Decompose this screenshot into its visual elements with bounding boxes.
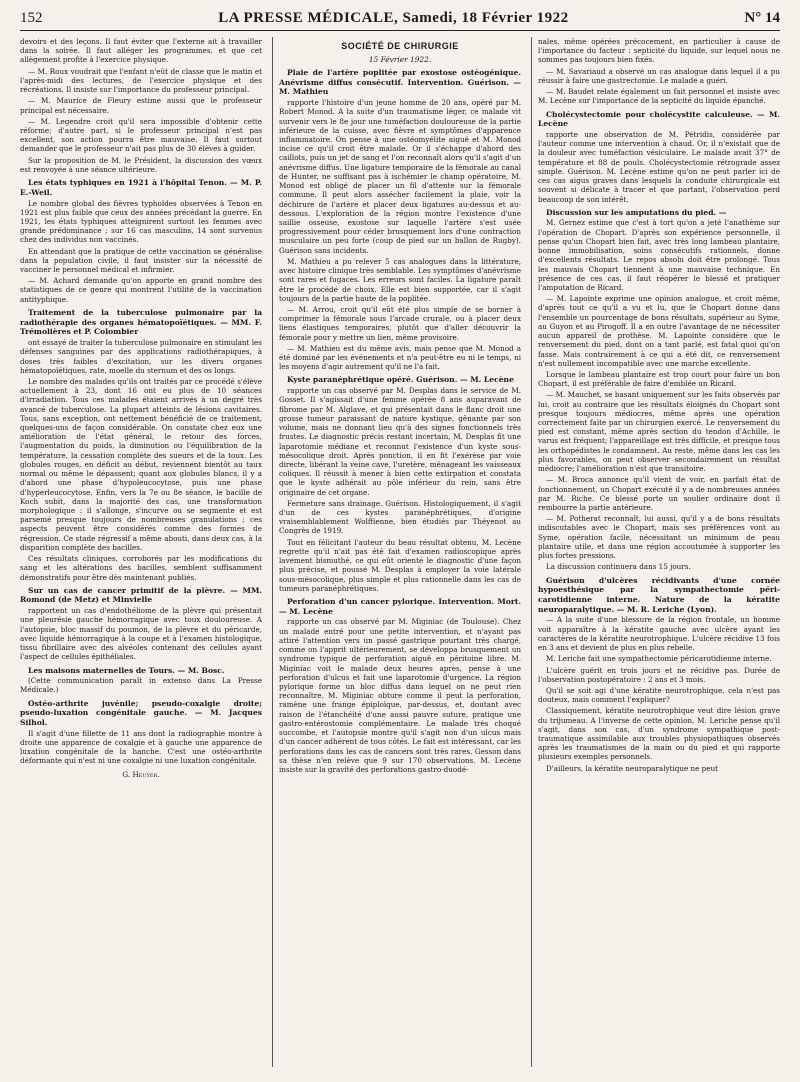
- paragraph: rapportent un cas d'endothéliome de la plèvre qui présentait une pleurésie gauche hémorragique avec toux douloureuse. A l'autopsie, bloc massif du poumon, de la plèvre et du péricarde, avec liquide hémorragique à la coupe et à l'examen histologique, tissu fibrillaire avec des alvéoles contenant des cellules ayant l'aspect de cellules épithéliales.: [20, 606, 262, 662]
- article-heading: Ostéo-arthrite juvénile; pseudo-coxalgie droite; pseudo-luxation congénitale gauche. — M. Jacques Silhol.: [20, 698, 262, 728]
- text-columns: [20, 37, 780, 1067]
- paragraph: — M. Baudet relate également un fait personnel et insiste avec M. Lecène sur l'importance de la septicité du liquide épanché.: [538, 87, 780, 106]
- paragraph: — M. Broca annonce qu'il vient de voir, en parfait état de fonctionnement, un Chopart exécuté il y a de nombreuses années par M. Riche. Ce blessé porte un soulier ordinaire dont il rembourre la partie antérieure.: [538, 475, 780, 512]
- paragraph: Classiquement, kératite neurotrophique veut dire lésion grave du trijumeau. A l'inverse de cette opinion, M. Leriche pense qu'il s'agit, dans son cas, d'un syndrome sympathique post-traumatique assimilable aux troubles physiopathiques observés après les traumatismes de la main ou du pied et qui rapporte plusieurs exemples personnels.: [538, 706, 780, 762]
- paragraph: — M. Potherat reconnaît, lui aussi, qu'il y a de bons résultats indiscutables avec le Chopart, mais ses préférences vont au Syme, opération facile, nécessitant un minimum de peau plantaire utile, et dans une région accoutumée à supporter les plus fortes pressions.: [538, 514, 780, 561]
- paragraph: D'ailleurs, la kératite neuroparalytique ne peut: [546, 763, 719, 773]
- paragraph: rapporte une observation de M. Pétridis, considérée par l'auteur comme une intervention à chaud. Or, il n'existait que de la douleur avec tuméfaction vésiculaire. Le malade avait 37° de température et 88 de pouls. Cholécystectomie rétrograde assez simple. Guérison. M. Lecène estime qu'on ne peut parler ici de ces cas aigus graves dans lesquels la conduite chirurgicale est souvent si délicate à tracer et que partant, l'observation perd beaucoup de son intérêt.: [538, 129, 780, 204]
- article-heading: Traitement de la tuberculose pulmonaire par la radiothérapie des organes hématopoïétiques. — MM. F. Trémolières et P. Colombier: [20, 307, 262, 337]
- article-heading: Perforation d'un cancer pylorique. Intervention. Mort. — M. Lecène: [279, 597, 521, 616]
- column-3: [531, 37, 780, 1067]
- paragraph: — M. Mauchet, se basant uniquement sur les faits observés par lui, croit au contraire que les résultats éloignés du Chopart sont presque toujours médiocres, même après une opération correctement faite par un chirurgien exercé. Le renversement du pied est constant, même après section du tendon d'Achille, le varus est fréquent; l'appareillage est très difficile, et presque tous les orthopédistes le condamnent. Au reste, même dans les cas les plus favorables, on peut observer secondairement un résultat médiocre; l'amélioration n'est que transitoire.: [538, 390, 780, 474]
- article-heading: Kyste paranéphrétique opéré. Guérison. — M. Lecène: [287, 375, 514, 385]
- paragraph: — M. Roux voudrait que l'enfant n'eût de classe que le matin et l'après-midi des lectures, de l'exercice physique et des récréations. Il insiste sur l'importance du professeur principal.: [20, 66, 262, 95]
- article-heading: Discussion sur les amputations du pied. —: [546, 207, 727, 217]
- column-2: [272, 37, 521, 1067]
- page-header: [20, 10, 780, 31]
- paragraph: (Cette communication paraît in extenso dans La Presse Médicale.): [20, 676, 262, 695]
- paragraph: Ces résultats cliniques, corroborés par les modifications du sang et les altérations des bacilles, semblent suffisamment démonstratifs pour être dès maintenant publiés.: [20, 554, 262, 582]
- paragraph: Tout en félicitant l'auteur du beau résultat obtenu, M. Lecène regrette qu'il n'ait pas été fait d'examen radioscopique après lavement bismuthé, ce qui eût orienté le diagnostic d'une façon plus précise, et poussé M. Desplas à employer la voie latérale sous-mésocolique, plus simple et plus rationnelle dans les cas de tumeurs paranéphrétiques.: [279, 537, 521, 593]
- paragraph: — M. Maurice de Fleury estime aussi que le professeur principal est nécessaire.: [20, 96, 262, 115]
- paragraph: Qu'il se soit agi d'une kératite neurotrophique, cela n'est pas douteux, mais comment l'expliquer?: [538, 685, 780, 705]
- paragraph: — M. Mathieu est du même avis, mais pense que M. Monod a été dominé par les événements et n'a peut-être eu ni le temps, ni les moyens d'agir autrement qu'il ne l'a fait.: [279, 343, 521, 372]
- paragraph: ont essayé de traiter la tuberculose pulmonaire en stimulant les défenses sanguines par des applications radiothérapiques, à doses très faibles d'excitation, sur les divers organes hématopoïétiques, rate, moelle du sternum et des os longs.: [20, 338, 262, 375]
- paragraph: rapporte l'histoire d'un jeune homme de 20 ans, opéré par M. Robert Monod. A la suite d'un traumatisme léger, ce malade vit survenir vers le 8e jour une tuméfaction douloureuse de la partie inférieure de la cuisse, avec fièvre et symptômes d'apparence inflammatoire. On pense à une ostéomyélite aiguë et M. Monod incise ce qu'il croit être malade. Or il s'échappe d'abord des caillots, puis un jet de sang et l'on reconnaît alors qu'il s'agit d'un anévrisme diffus. Une ligature temporaire de la fémorale au canal de Hunter, ne suffisant pas à ischémier le champ opératoire, M. Monod est obligé de placer un fil d'attente sur la fémorale commune. Il peut alors assécher facilement la plaie, voir la déchirure de l'artère et placer deux ligatures au-dessus et au-dessous. L'exploration de la région montre l'existence d'une saillie osseuse, exostose sur laquelle l'artère s'est usée progressivement pour céder brusquement lors d'une contraction musculaire un peu forte (coup de pied sur un ballon de Rugby). Guérison sans incidents.: [279, 98, 521, 255]
- paragraph: — M. Savariaud a observé un cas analogue dans lequel il a pu réussir à faire une gastrectomie. Le malade a guéri.: [538, 66, 780, 85]
- journal-title: LA PRESSE MÉDICALE, Samedi, 18 Février 1922: [218, 10, 569, 26]
- paragraph: devoirs et des leçons. Il faut éviter que l'externe ait à travailler dans la soirée. Il faut alléger les programmes, et que cet allègement profite à l'exercice physique.: [20, 37, 262, 65]
- column-1: [20, 37, 262, 1067]
- signature: G. Heuyer.: [122, 769, 160, 779]
- paragraph: — M. Legendre croit qu'il sera impossible d'obtenir cette réforme; d'autre part, si le professeur principal n'est pas excellent, son action pourra être mauvaise. Il faut surtout demander que le professeur n'ait pas plus de 30 élèves à guider.: [20, 116, 262, 154]
- paragraph: Le nombre global des fièvres typhoïdes observées à Tenon en 1921 est plus faible que ceux des années précédant la guerre. En 1921, les états typhiques atteignirent surtout les femmes avec grande prédominance ; sur 16 cas masculins, 14 sont survenus chez des individus non vaccinés.: [20, 198, 262, 245]
- paragraph: Fermeture sans drainage. Guérison. Histologiquement, il s'agit d'un de ces kystes paranéphrétiques, d'origine vraisemblablement Wolffienne, bien étudiés par Théyenot au Congrès de 1919.: [279, 498, 521, 536]
- paragraph: — A la suite d'une blessure de la région frontale, un homme voit apparaître à la kératite gauche avec ulcère ayant les caractères de la kératite neurotrophique. L'ulcère récidive 13 fois en 3 ans et devient de plus en plus rebelle.: [538, 615, 780, 653]
- paragraph: rapporte un cas observé par M. Miginiac (de Toulouse). Chez un malade entré pour une petite intervention, et n'ayant pas attiré l'attention vers un passé gastrique pourtant très chargé, comme on l'apprit ultérieurement, se développa brusquement un syndrome typique de perforation aiguë en péritoine libre. M. Miginiac voit le malade deux heures après, pense à une perforation d'ulcus et fait une laparotomie d'urgence. La région pylorique forme un bloc diffus dans lequel on ne peut rien reconnaître. M. Miginiac obture comme il peut la perforation, ramène une frange épiploïque, par-dessus, et, doutant avec raison de l'étanchéité d'une aussi pauvre suture, pratique une gastro-entérostomie complémentaire. Le malade très choqué succombe, et l'autopsie montre qu'il s'agit non d'un ulcus mais d'un cancer adhérent de tous côtés. Le fait est intéressant, car les perforations dans les cas de cancers sont très rares. Gesson dans sa thèse n'en relève que 9 sur 170 observations. M. Lecène insiste sur la gravité des perforations gastro-duodé-: [279, 617, 521, 774]
- page-number: 152: [20, 10, 43, 26]
- paragraph: L'ulcère guérit en trois jours et ne récidive pas. Durée de l'observation postopératoire : 2 ans et 3 mois.: [538, 665, 780, 684]
- paragraph: nales, même opérées précocement, en particulier à cause de l'importance du facteur : septicité du liquide, sur lequel nous ne sommes pas toujours bien fixés.: [538, 37, 780, 65]
- paragraph: — M. Achard demande qu'on apporte en grand nombre des statistiques de ce genre qui montrent l'utilité de la vaccination antityphique.: [20, 276, 262, 304]
- issue-number: N° 14: [744, 10, 780, 26]
- paragraph: Sur la proposition de M. le Président, la discussion des vœux est renvoyée à une séance ultérieure.: [20, 155, 262, 174]
- paragraph: Lorsque le lambeau plantaire est trop court pour faire un bon Chopart, il est préférable de faire d'emblée un Ricard.: [538, 369, 780, 389]
- paragraph: Le nombre des malades qu'ils ont traités par ce procédé s'élève actuellement à 23, dont 16 ont eu plus de 10 séances d'irradiation. Tous ces malades étaient arrivés à un degré très avancé de tuberculose. La plupart atteints de lésions cavitaires. Tous, sans exception, ont nettement bénéficié de ce traitement, quelques-uns de façon considérable. On constate chez eux une amélioration de l'état général, le retour des forces, l'augmentation du poids, la diminution ou l'équilibration de la température, la cessation complète des sueurs et de la toux. Les globules rouges, en déficit au début, reviennent bientôt au taux normal ou même le dépassent; quant aux globules blancs, il y a d'abord une phase d'hypoleucocytose, puis une phase d'hyperleucocytose. Enfin, vers la 7e ou 8e séance, le bacille de Koch subit, dans la majorité des cas, une transformation morphologique : il s'allonge, s'incurve ou se segmente et est parsemé presque toujours de nombreuses granulations ; ces aspects peuvent être considérés comme des formes de régression. Ce stade régressif a même abouti, dans deux cas, à la disparition complète des bacilles.: [20, 376, 262, 552]
- section-title: SOCIÉTÉ DE CHIRURGIE: [341, 41, 459, 51]
- paragraph: M. Leriche fait une sympathectomie péricarotidienne interne.: [546, 654, 772, 664]
- article-heading: Les états typhiques en 1921 à l'hôpital Tenon. — M. P. E.-Weil.: [20, 178, 262, 197]
- paragraph: rapporte un cas observé par M. Desplas dans le service de M. Gosset. Il s'agissait d'une femme opérée 8 ans auparavant de fibrome par M. Alglave, et qui présentait dans le flanc droit une grosse tumeur paraissant de nature kystique, gênante par son volume, mais ne donnant lieu qu'à des signes fonctionnels très frustes. Le diagnostic précis restant incertain, M. Desplas fit une laparotomie médiane et reconnut l'existence d'un kyste sous-mésocolique droit. Après ponction, il en fit l'exérèse par voie directe, libérant la veine cave, l'uretère, ménageant les vaisseaux coliques. Il réussit à mener à bien cette extirpation et constata que le kyste adhérait au pôle inférieur du rein, sans être originaire de cet organe.: [279, 386, 521, 497]
- paragraph: M. Gernez estime que c'est à tort qu'on a jeté l'anathème sur l'opération de Chopart. D'après son expérience personnelle, il pense qu'un Chopart bien fait, avec très long lambeau plantaire, bonne immobilisation, soins consécutifs rationnels, donne d'excellents résultats. Le repos absolu doit être prolongé. Tous les mauvais Chopart tiennent à une mauvaise technique. En présence de ces cas, il faut réopérer le blessé et pratiquer l'amputation de Ricard.: [538, 218, 780, 292]
- paragraph: Il s'agit d'une fillette de 11 ans dont la radiographie montre à droite une apparence de coxalgie et à gauche une apparence de luxation congénitale de la hanche. C'est une ostéo-arthrite déformante qui n'est ni une coxalgie ni une luxation congénitale.: [20, 728, 262, 766]
- paragraph: — M. Lapointe exprime une opinion analogue, et croit même, d'après tout ce qu'il a vu et lu, que le Chopart donne dans l'ensemble un pourcentage de bons résultats, supérieur au Syme, au Guyon et au Pirogoff. Il a en outre l'avantage de ne nécessiter aucun appareil de prothèse. M. Lapointe considère que le renversement du pied, dont on a tant parlé, est fatal quoi qu'on fasse. Mais contrairement à ce qui a été dit, ce renversement n'est nullement incompatible avec une marche excellente.: [538, 294, 780, 368]
- paragraph: — M. Arrou, croit qu'il eût été plus simple de se borner à comprimer la fémorale sous l'arcade crurale, ou à placer deux liens élastiques temporaires, plutôt que d'aller découvrir la fémorale pour y mettre un lien, même provisoire.: [279, 304, 521, 342]
- paragraph: La discussion continuera dans 15 jours.: [546, 562, 691, 572]
- article-heading: Les maisons maternelles de Tours. — M. Bosc.: [28, 665, 225, 675]
- article-heading: Plaie de l'artère poplitée par exostose ostéogénique. Anévrisme diffus consécutif. Intervention. Guérison. — M. Mathieu: [279, 67, 521, 97]
- paragraph: M. Mathieu a pu relever 5 cas analogues dans la littérature, avec histoire clinique très semblable. Les symptômes d'anévrisme sont rares et fugaces. Les erreurs sont faciles. La ligature paraît être le procédé de choix. Elle est bien supportée, car il s'agit toujours de la partie haute de la poplitée.: [279, 256, 521, 303]
- article-heading: Guérison d'ulcères récidivants d'une cornée hypoesthésique par la sympathectomie péri-carotidienne interne. Nature de la kératite neuroparalytique. — M. R. Leriche (Lyon).: [538, 575, 780, 614]
- session-date: 15 Février 1922.: [368, 54, 432, 64]
- article-heading: Sur un cas de cancer primitif de la plèvre. — MM. Romond (de Metz) et Minvielle: [20, 585, 262, 605]
- paragraph: En attendant que la pratique de cette vaccination se généralise dans la population civile, il faut insister sur la nécessité de vacciner le personnel médical et infirmier.: [20, 246, 262, 275]
- article-heading: Cholécystectomie pour cholécystite calculeuse. — M. Lecène: [538, 109, 780, 129]
